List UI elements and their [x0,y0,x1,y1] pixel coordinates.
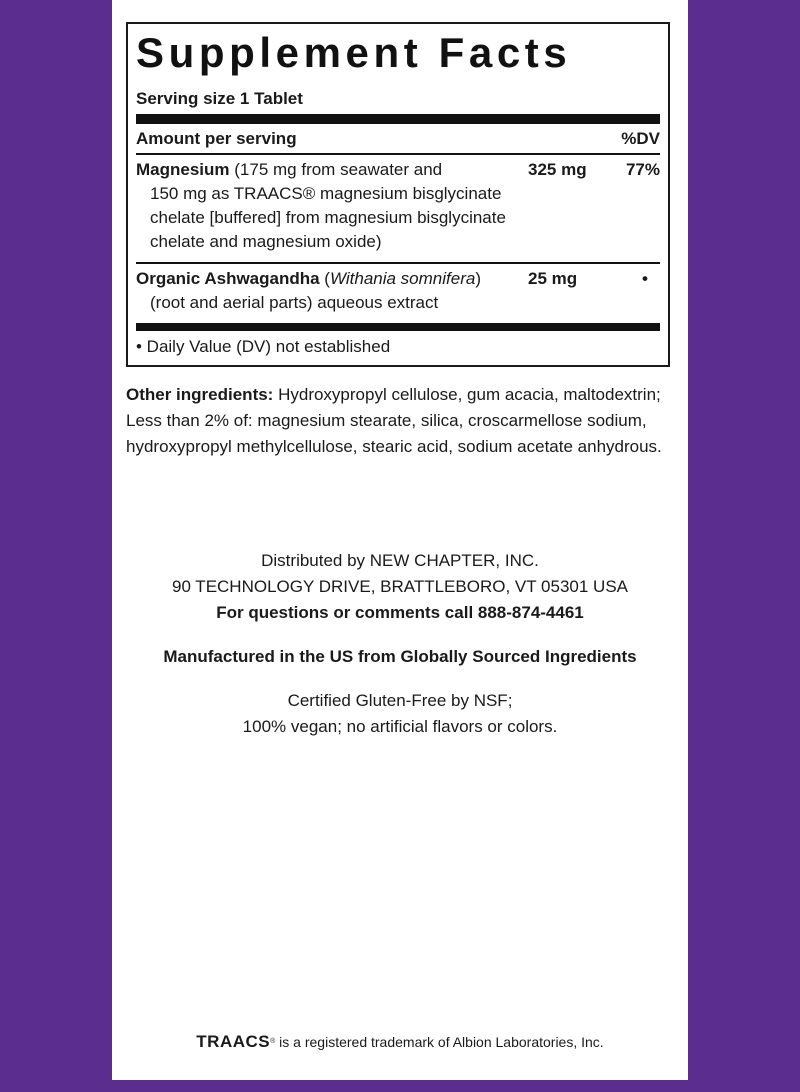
distributor-name: Distributed by NEW CHAPTER, INC. [261,551,539,570]
nutrient-description [136,267,514,315]
certification-block [112,688,688,740]
supplement-facts-box [126,22,670,367]
nutrient-name: Magnesium [136,160,230,179]
nutrient-desc-line: (root and aerial parts) aqueous extract [150,293,439,312]
distributor-address: 90 TECHNOLOGY DRIVE, BRATTLEBORO, VT 05301 USA [171,577,628,596]
distributor-phone: For questions or comments call 888-874-4461 [216,603,584,622]
nutrient-desc-line: (175 mg from seawater and [229,160,443,179]
divider-thick [136,114,660,124]
nutrient-amount: 325 mg [528,160,587,179]
nutrient-desc-line: 150 mg as TRAACS® magnesium bisglycinate [150,184,502,203]
nutrient-name: Organic Ashwagandha [136,269,320,288]
nutrient-amount: 25 mg [528,269,578,288]
facts-title: Supplement Facts [136,29,572,76]
botanical-name: Withania somnifera [329,269,476,288]
facts-header-row [136,124,660,153]
nutrient-desc-line: ( [319,269,330,288]
certification-line: Certified Gluten-Free by NSF; [287,691,513,710]
trademark-notice [112,1032,688,1052]
nutrient-desc-line: ) [475,269,481,288]
nutrient-dv: • [642,269,648,288]
traacs-brand: TRAACS [196,1032,271,1051]
nutrient-row-magnesium [136,155,660,262]
registered-mark: ® [270,1038,276,1045]
dv-footnote: • Daily Value (DV) not established [136,337,391,356]
trademark-text: is a registered trademark of Albion Laboratories, Inc. [275,1034,604,1050]
serving-size: Serving size 1 Tablet [136,89,303,108]
certification-line: 100% vegan; no artificial flavors or colors. [242,717,558,736]
other-ingredients-label: Other ingredients: [126,385,274,404]
nutrient-dv: 77% [625,160,660,179]
amount-per-serving-label: Amount per serving [136,129,297,148]
nutrient-desc-line: chelate and magnesium oxide) [150,232,382,251]
divider-thick [136,323,660,331]
manufactured-statement: Manufactured in the US from Globally Sourced Ingredients [163,647,637,666]
nutrient-desc-line: chelate [buffered] from magnesium bisglycinate [150,208,506,227]
other-ingredients-text: Hydroxypropyl cellulose, gum acacia, maltodextrin; Less than 2% of: magnesium stearate, silica, croscarmellose sodium, hydroxypropyl methylcellulose, stearic acid, sodium acetate anhydrous. [126,385,662,456]
nutrient-row-ashwagandha [136,264,660,323]
dv-header: %DV [621,129,660,148]
distributor-block [112,548,688,626]
other-ingredients [126,382,666,460]
nutrient-description [136,158,514,254]
